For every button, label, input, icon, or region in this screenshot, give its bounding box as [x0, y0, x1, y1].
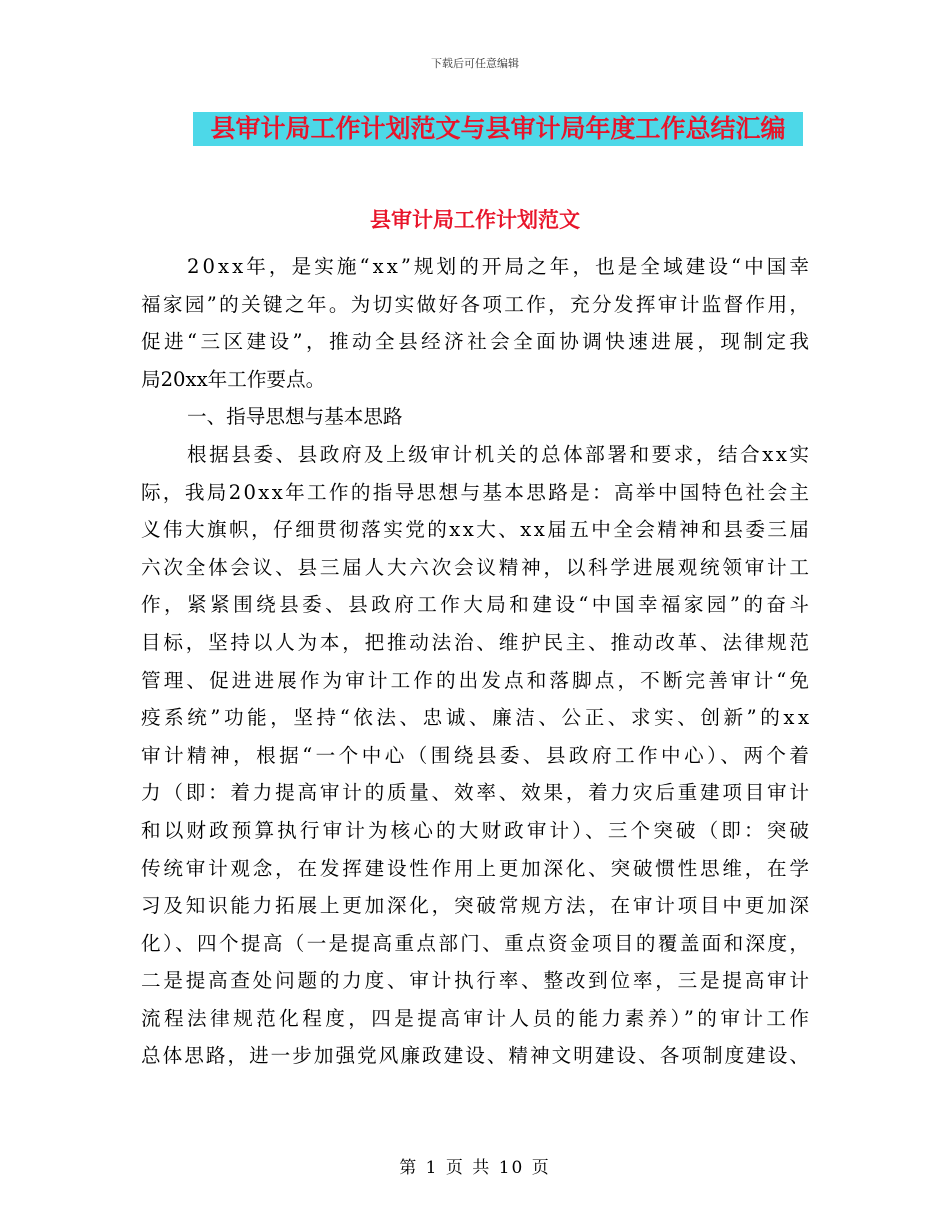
body-line: 化）、四个提高（一是提高重点部门、重点资金项目的覆盖面和深度， [141, 931, 812, 955]
body-line: 力（即：着力提高审计的质量、效率、效果，着力灾后重建项目审计 [141, 781, 812, 805]
body-text [141, 248, 813, 1075]
body-line: 总体思路，进一步加强党风廉政建设、精神文明建设、各项制度建设、 [141, 1044, 812, 1068]
body-line: 福家园”的关键之年。为切实做好各项工作，充分发挥审计监督作用， [141, 292, 812, 316]
page-header-note: 下载后可任意编辑 [431, 57, 519, 70]
body-line: 义伟大旗帜，仔细贯彻落实党的xx大、xx届五中全会精神和县委三届 [141, 518, 812, 542]
body-line: 根据县委、县政府及上级审计机关的总体部署和要求，结合xx实 [187, 442, 812, 466]
document-title: 县审计局工作计划范文与县审计局年度工作总结汇编 [210, 114, 786, 143]
body-line: 局20xx年工作要点。 [141, 367, 326, 391]
body-line: 目标，坚持以人为本，把推动法治、维护民主、推动改革、法律规范 [141, 630, 812, 654]
page-footer: 第 1 页 共 10 页 [399, 1158, 551, 1178]
body-line: 际，我局20xx年工作的指导思想与基本思路是：高举中国特色社会主 [141, 480, 812, 504]
body-line: 二是提高查处问题的力度、审计执行率、整改到位率，三是提高审计 [141, 969, 812, 993]
section-title: 县审计局工作计划范文 [370, 207, 580, 232]
body-line: 和以财政预算执行审计为核心的大财政审计）、三个突破（即：突破 [141, 818, 813, 842]
body-line: 疫系统”功能，坚持“依法、忠诚、廉洁、公正、求实、创新”的xx [141, 706, 813, 730]
body-line: 管理、促进进展作为审计工作的出发点和落脚点，不断完善审计“免 [141, 668, 813, 692]
body-line: 促进“三区建设”，推动全县经济社会全面协调快速进展，现制定我 [141, 330, 813, 354]
body-line: 流程法律规范化程度，四是提高审计人员的能力素养）”的审计工作 [141, 1006, 813, 1030]
body-line: 审计精神，根据“一个中心（围绕县委、县政府工作中心）、两个着 [141, 743, 813, 767]
body-line: 传统审计观念，在发挥建设性作用上更加深化、突破惯性思维，在学 [141, 856, 812, 880]
body-line: 作，紧紧围绕县委、县政府工作大局和建设“中国幸福家园”的奋斗 [141, 593, 813, 617]
body-line: 一、指导思想与基本思路 [187, 405, 403, 429]
body-line: 20xx年，是实施“xx”规划的开局之年，也是全域建设“中国幸 [187, 255, 813, 278]
body-line: 习及知识能力拓展上更加深化，突破常规方法，在审计项目中更加深 [141, 894, 812, 918]
body-line: 六次全体会议、县三届人大六次会议精神，以科学进展观统领审计工 [141, 555, 812, 579]
